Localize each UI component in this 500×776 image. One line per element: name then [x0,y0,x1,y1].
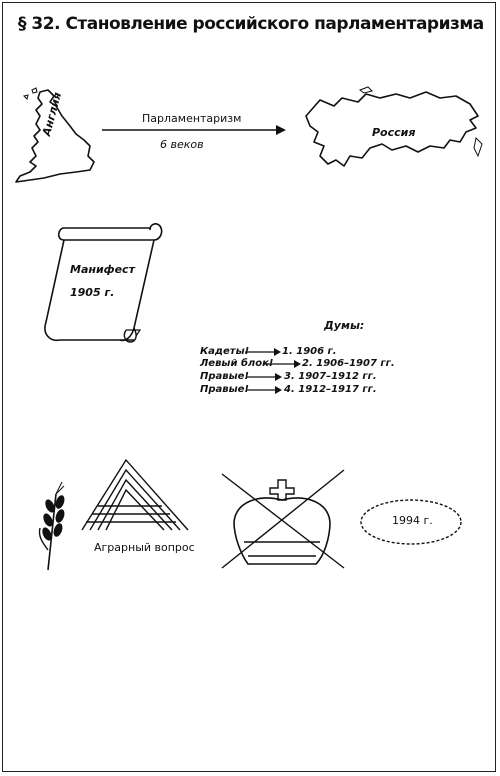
wheat-ear-icon [34,480,74,572]
manifesto-year: 1905 г. [70,286,115,299]
russia-label: Россия [372,126,416,139]
page-title: § 32. Становление российского парламентаризма [18,14,484,34]
duma-party-4: Правые! [200,384,249,395]
dumas-heading: Думы: [324,319,365,332]
duma-party-3: Правые! [200,371,249,382]
duma-term-4: 4. 1912–1917 гг. [284,384,377,395]
duma-party-2: Левый блок! [200,358,274,369]
duma-arrow-4 [245,385,283,395]
duma-arrow-3 [245,372,283,382]
duma-term-1: 1. 1906 г. [282,346,337,357]
duma-party-1: Кадеты! [200,346,250,357]
agrarian-triangle-icon [80,456,192,536]
crossed-out-crown-icon [218,464,348,574]
england-label: Англия [40,90,65,138]
manifesto-title: Манифест [70,263,135,276]
agrarian-label: Аграрный вопрос [94,541,195,554]
duma-arrow-1 [244,347,282,357]
duma-term-2: 2. 1906–1907 гг. [302,358,395,369]
year-oval-label: 1994 г. [392,514,433,527]
duma-arrow-2 [262,359,302,369]
arrow-top-label: Парламентаризм [142,112,242,125]
arrow-bottom-label: 6 веков [160,138,204,151]
duma-term-3: 3. 1907–1912 гг. [284,371,377,382]
manifesto-scroll-icon [30,218,170,346]
